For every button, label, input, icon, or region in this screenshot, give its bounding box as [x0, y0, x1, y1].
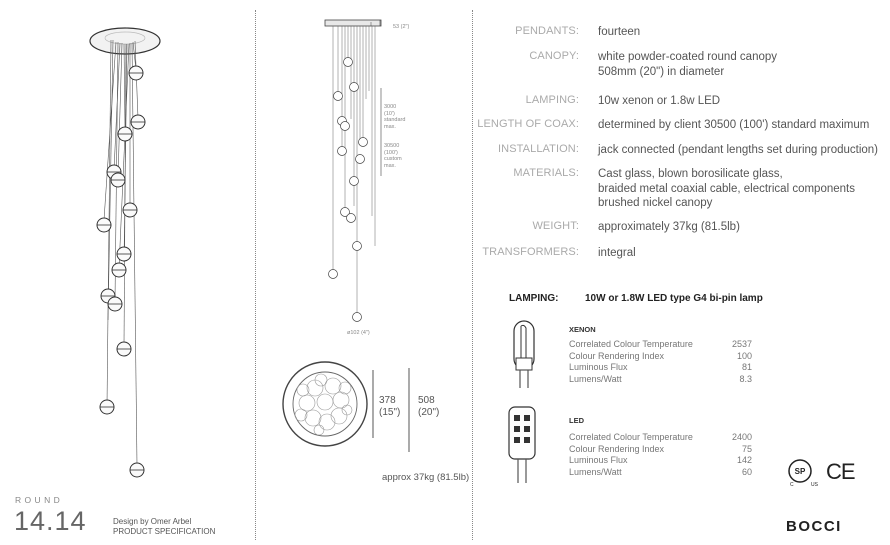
custom-length-line: max.	[384, 162, 396, 169]
cluster-diameter-label	[379, 395, 400, 419]
led-spec-row	[569, 467, 752, 479]
xenon-title: XENON	[569, 325, 596, 334]
standard-length-line: 3000	[384, 104, 397, 110]
model-number: 14.14	[14, 506, 87, 536]
led-spec-value: 2400	[731, 432, 752, 442]
spec-value: Cast glass, blown borosilicate glass, braided metal coaxial cable, electrical components brushed nickel canopy	[598, 168, 855, 209]
spec-label: PENDANTS:	[515, 25, 579, 37]
elevation-drawing	[318, 16, 428, 326]
led-spec-value: 142	[736, 455, 752, 465]
led-spec-row	[569, 455, 752, 467]
custom-length-label	[384, 143, 402, 169]
lamping-type: 10W or 1.8W LED type G4 bi-pin lamp	[585, 293, 763, 304]
cluster-diameter-mm: 378	[379, 395, 396, 406]
xenon-spec-value: 2537	[731, 339, 752, 349]
spec-value: 10w xenon or 1.8w LED	[598, 95, 721, 107]
custom-length-line: (100')	[384, 149, 398, 156]
spec-value: white powder-coated round canopy 508mm (20") in diameter	[598, 51, 778, 78]
xenon-spec-row	[569, 351, 752, 363]
led-spec-row	[569, 432, 752, 444]
canopy-diameter-label	[418, 395, 439, 419]
pendant-diameter-label: ø102 (4")	[347, 330, 370, 336]
led-bulb-icon	[505, 405, 541, 485]
xenon-specs	[569, 339, 752, 385]
designer-credit: Design by Omer Arbel	[113, 517, 192, 526]
xenon-spec-name: Correlated Colour Temperature	[569, 339, 693, 349]
spec-label: INSTALLATION:	[498, 143, 579, 155]
led-spec-row	[569, 444, 752, 456]
custom-length-line: custom	[384, 156, 402, 162]
led-spec-name: Colour Rendering Index	[569, 443, 665, 454]
canopy-diameter-in: (20")	[418, 407, 440, 418]
led-specs	[569, 432, 752, 478]
approx-weight-label: approx 37kg (81.5lb)	[382, 472, 470, 483]
svg-text:SP: SP	[794, 467, 806, 476]
spec-label: CANOPY:	[529, 50, 579, 62]
standard-length-line: standard	[384, 117, 406, 123]
xenon-spec-value: 100	[736, 350, 752, 361]
led-title: LED	[569, 416, 584, 425]
standard-length-line: (10')	[384, 110, 395, 117]
spec-value: integral	[598, 247, 636, 259]
brand-logo: BOCCI	[786, 518, 842, 535]
led-spec-name: Luminous Flux	[569, 455, 628, 465]
xenon-spec-row	[569, 362, 752, 374]
pendant-cluster-rendering	[80, 20, 180, 490]
xenon-spec-row	[569, 339, 752, 351]
led-spec-value: 75	[741, 443, 752, 454]
led-spec-name: Lumens/Watt	[569, 466, 622, 477]
cluster-diameter-in: (15")	[379, 407, 401, 418]
canopy-diameter-mm: 508	[418, 395, 435, 406]
svg-text:C: C	[790, 482, 794, 488]
spec-label: LENGTH OF COAX:	[477, 118, 579, 130]
document-type: PRODUCT SPECIFICATION	[113, 527, 216, 536]
standard-length-label	[384, 104, 405, 130]
svg-text:US: US	[811, 482, 818, 488]
xenon-spec-name: Colour Rendering Index	[569, 350, 665, 361]
xenon-spec-name: Luminous Flux	[569, 362, 628, 372]
spec-value: fourteen	[598, 26, 641, 38]
credit-block	[113, 517, 215, 537]
xenon-bulb-icon	[508, 318, 540, 390]
series-label: ROUND	[15, 495, 64, 505]
spec-label: WEIGHT:	[532, 220, 579, 232]
spec-value: determined by client 30500 (100') standard maximum	[598, 119, 870, 131]
led-spec-name: Correlated Colour Temperature	[569, 432, 693, 442]
ce-mark-icon: CE	[826, 459, 855, 484]
lamping-heading: LAMPING:	[509, 293, 559, 304]
canopy-height-label: 53 (2")	[393, 24, 410, 30]
csa-us-icon	[787, 458, 819, 488]
xenon-spec-value: 8.3	[739, 373, 752, 384]
xenon-spec-value: 81	[741, 362, 752, 372]
spec-label: MATERIALS:	[513, 167, 579, 179]
spec-label: LAMPING:	[525, 94, 579, 106]
custom-length-line: 30500	[384, 143, 400, 149]
standard-length-line: max.	[384, 123, 396, 130]
spec-value: jack connected (pendant lengths set during production)	[598, 144, 879, 156]
xenon-spec-name: Lumens/Watt	[569, 373, 622, 384]
plan-view-drawing	[281, 360, 371, 450]
led-spec-value: 60	[741, 466, 752, 477]
spec-value: approximately 37kg (81.5lb)	[598, 221, 740, 233]
divider-left	[255, 10, 256, 540]
spec-label: TRANSFORMERS:	[482, 246, 579, 258]
divider-right	[472, 10, 473, 540]
xenon-spec-row	[569, 374, 752, 386]
